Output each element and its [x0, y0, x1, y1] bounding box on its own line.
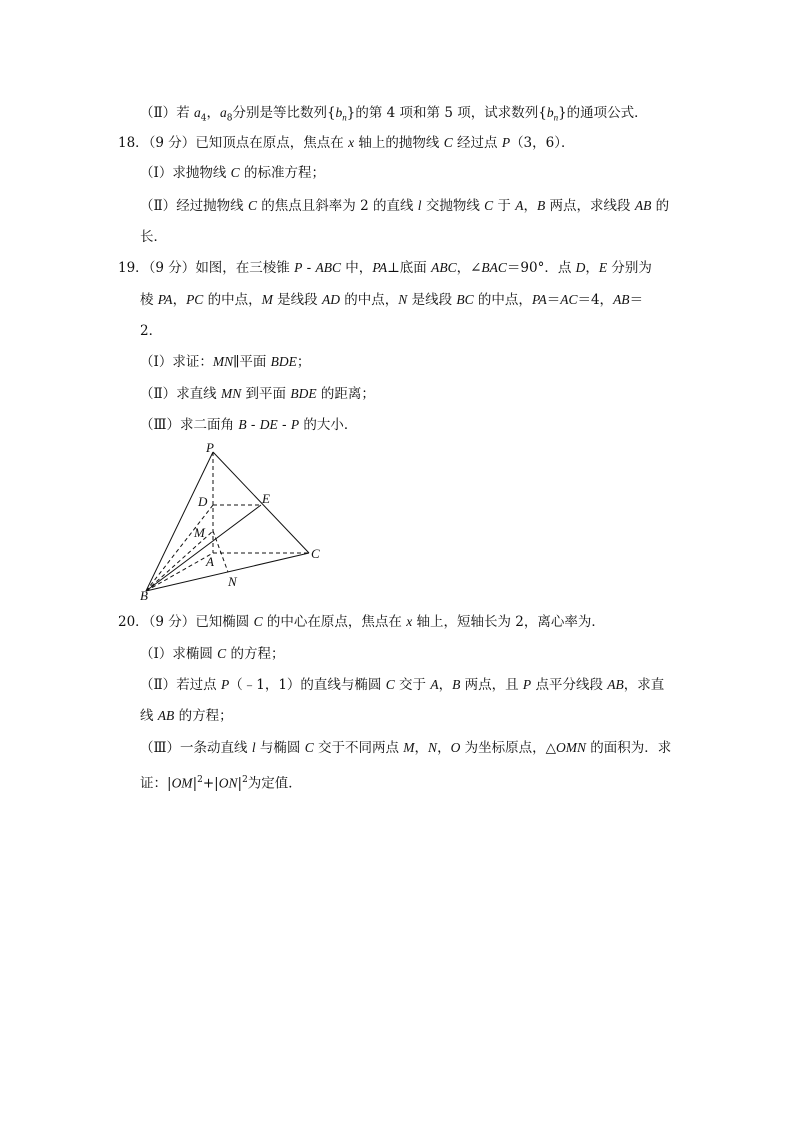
q20-part1: （Ⅰ）求椭圆 C 的方程；	[140, 646, 285, 662]
q20-stem: 20．（9 分）已知椭圆 C 的中心在原点，焦点在 x 轴上，短轴长为 2，离心率为．	[118, 614, 605, 630]
segment-BM	[146, 531, 213, 591]
q19-stem-line3: 2．	[140, 323, 163, 339]
question-number: 20．（9 分）	[118, 614, 196, 630]
edge-PC	[213, 452, 309, 553]
segment-MN	[213, 531, 228, 572]
label-P: P	[206, 440, 214, 455]
label-M: M	[194, 525, 205, 540]
label-A: A	[206, 554, 214, 569]
label-D: D	[198, 494, 208, 509]
q19-stem-line2: 棱 PA，PC 的中点，M 是线段 AD 的中点，N 是线段 BC 的中点，PA＝AC＝4，AB＝	[140, 292, 644, 308]
q19-part1: （Ⅰ）求证：MN∥平面 BDE；	[140, 354, 311, 370]
label-B: B	[140, 588, 148, 603]
q19-part2: （Ⅱ）求直线 MN 到平面 BDE 的距离；	[140, 386, 375, 402]
q20-part2: （Ⅱ）若过点 P（﹣1，1）的直线与椭圆 C 交于 A，B 两点，且 P 点平分线段 AB，求直	[140, 677, 665, 693]
q19-stem: 19．（9 分）如图，在三棱锥 P - ABC 中，PA⊥底面 ABC，∠BAC＝90°．点 D，E 分别为	[118, 260, 652, 276]
q19-part3: （Ⅲ）求二面角 B - DE - P 的大小．	[140, 417, 358, 433]
pyramid-figure	[136, 440, 336, 605]
q20-part2-cont: 线 AB 的方程；	[140, 708, 233, 724]
q18-part2-cont: 长．	[140, 229, 167, 245]
question-number: 19．（9 分）	[118, 260, 196, 276]
label-C: C	[311, 546, 320, 561]
q20-part3-cont: 证：$|OM|^2+|ON|^2$为定值．	[140, 775, 302, 792]
label-N: N	[228, 574, 237, 589]
part-numeral: （Ⅱ）	[140, 105, 177, 121]
q18-part1: （Ⅰ）求抛物线 C 的标准方程；	[140, 165, 325, 181]
q18-part2: （Ⅱ）经过抛物线 C 的焦点且斜率为 2 的直线 l 交抛物线 C 于 A，B 两点，求线段 AB 的	[140, 198, 670, 214]
q17-part2: （Ⅱ）若 $a_4$，$a_8$分别是等比数列$\{b_n\}$的第 4 项和第 5 项，试求数列$\{b_n\}$的通项公式．	[140, 105, 648, 124]
label-E: E	[262, 491, 270, 506]
edge-PB	[146, 452, 213, 591]
edge-AB	[146, 553, 213, 591]
question-number: 18．（9 分）	[118, 135, 196, 151]
q18-stem: 18．（9 分）已知顶点在原点，焦点在 x 轴上的抛物线 C 经过点 P（3，6）．	[118, 135, 575, 151]
q20-part3: （Ⅲ）一条动直线 l 与椭圆 C 交于不同两点 M，N，O 为坐标原点，△OMN 的面积为．求	[140, 740, 672, 756]
